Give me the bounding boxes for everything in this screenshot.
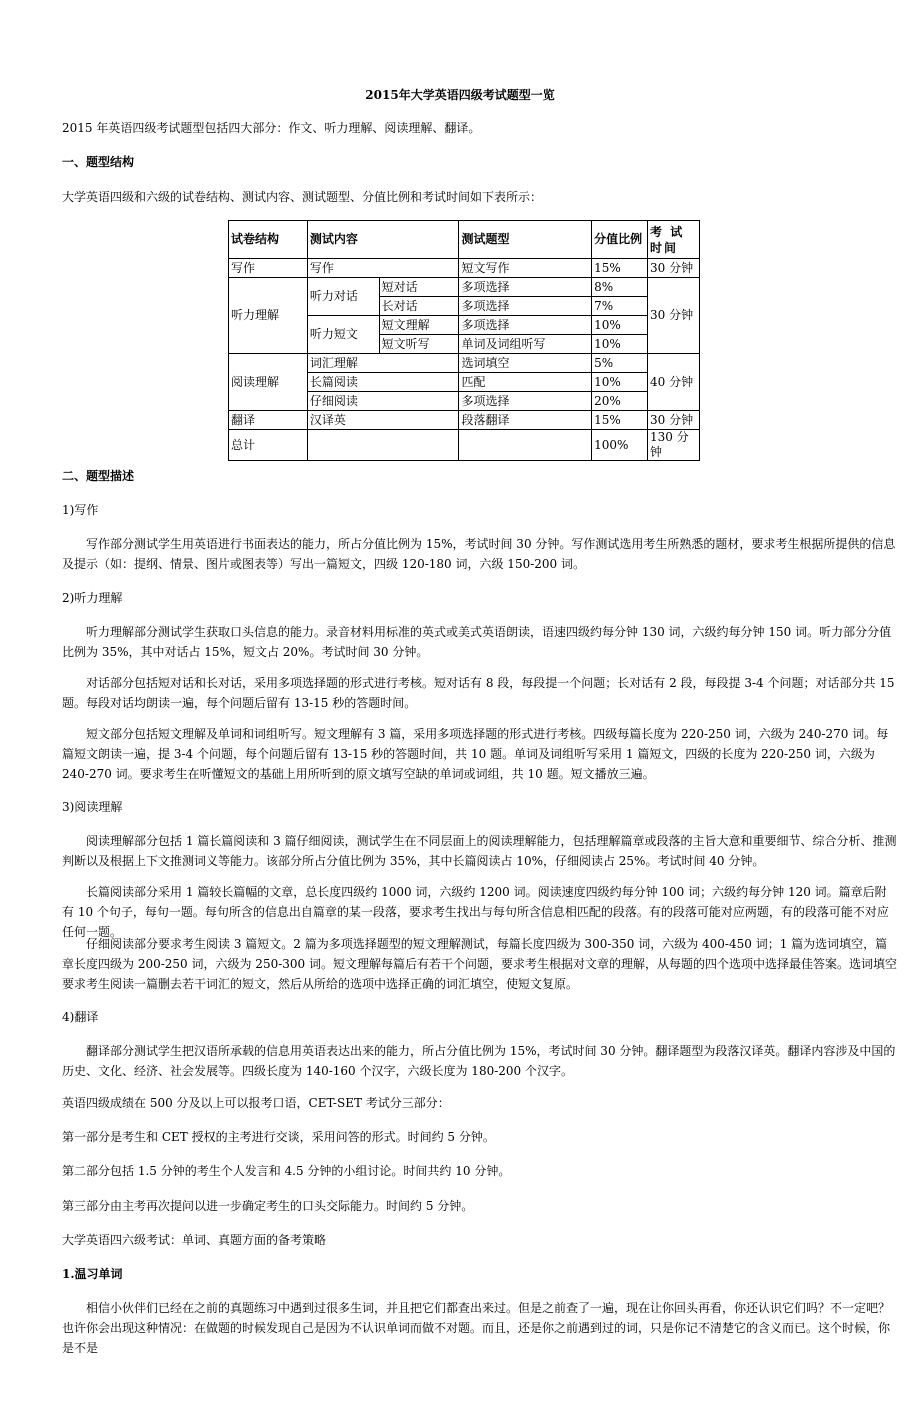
table-cell: 匹配 — [459, 373, 592, 392]
table-row — [229, 278, 700, 297]
header-cell: 分值比例 — [592, 221, 648, 259]
table-cell: 翻译 — [229, 411, 308, 430]
table-cell: 听力短文 — [307, 316, 379, 354]
table-cell: 8% — [592, 278, 648, 297]
table-cell: 听力对话 — [307, 278, 379, 316]
table-cell: 听力理解 — [229, 278, 308, 354]
table-cell: 20% — [592, 392, 648, 411]
translation-paragraph: 翻译部分测试学生把汉语所承载的信息用英语表达出来的能力，所占分值比例为 15%，考试时间 30 分钟。翻译题型为段落汉译英。翻译内容涉及中国的历史、文化、经济、社会发展等。四级长度为 140-160 个汉字，六级长度为 180-200 个汉字。 — [62, 1044, 896, 1078]
table-row — [229, 411, 700, 430]
oral-intro: 英语四级成绩在 500 分及以上可以报考口语，CET-SET 考试分三部分： — [62, 1096, 450, 1110]
exam-structure-table — [228, 220, 700, 461]
table-cell: 40 分钟 — [648, 354, 700, 411]
reading-paragraph-3: 仔细阅读部分要求考生阅读 3 篇短文。2 篇为多项选择题型的短文理解测试，每篇长度四级为 300-350 词，六级为 400-450 词；1 篇为选词填空，篇章长度四级为 200-250 词，六级为 250-300 词。短文理解每篇后有若干个问题，要求考生根据对文章的理解，从每题的四个选项中选择最佳答案。选词填空要求考生阅读一篇删去若干词汇的短文，然后从所给的选项中选择正确的词汇填空，使短文复原。 — [62, 937, 897, 991]
table-cell: 7% — [592, 297, 648, 316]
listening-paragraph-2: 对话部分包括短对话和长对话，采用多项选择题的形式进行考核。短对话有 8 段，每段提一个问题；长对话有 2 段，每段提 3-4 个问题；对话部分共 15 题。每段对话均朗读一遍，每个问题后留有 13-15 秒的答题时间。 — [62, 676, 895, 710]
listening-paragraph-1: 听力理解部分测试学生获取口头信息的能力。录音材料用标准的英式或美式英语朗读，语速四级约每分钟 130 词，六级约每分钟 150 词。听力部分分值比例为 35%，其中对话占 15%，短文占 20%。考试时间 30 分钟。 — [62, 625, 892, 659]
table-header-row — [229, 221, 700, 259]
table-cell: 10% — [592, 335, 648, 354]
listening-paragraph-3: 短文部分包括短文理解及单词和词组听写。短文理解有 3 篇，采用多项选择题的形式进行考核。四级每篇长度为 220-250 词，六级为 240-270 词。每篇短文朗读一遍，提 3-4 个问题，每个问题后留有 13-15 秒的答题时间，共 10 题。单词及词组听写采用 1 篇短文，四级的长度为 220-250 词，六级为 240-270 词。要求考生在听懂短文的基础上用所听到的原文填写空缺的单词或词组，共 10 题。短文播放三遍。 — [62, 727, 889, 781]
table-cell: 30 分钟 — [648, 411, 700, 430]
table-cell: 写作 — [307, 259, 459, 278]
table-cell: 段落翻译 — [459, 411, 592, 430]
oral-part-1: 第一部分是考生和 CET 授权的主考进行交谈，采用问答的形式。时间约 5 分钟。 — [62, 1130, 495, 1144]
header-cell: 测试内容 — [307, 221, 459, 259]
strategy-title: 大学英语四六级考试：单词、真题方面的备考策略 — [62, 1233, 327, 1247]
table-cell: 阅读理解 — [229, 354, 308, 411]
table-cell: 选词填空 — [459, 354, 592, 373]
listening-heading: 2)听力理解 — [62, 591, 123, 605]
table-row — [229, 259, 700, 278]
table-row — [229, 430, 700, 461]
section2-heading: 二、题型描述 — [62, 469, 135, 483]
table-cell: 长篇阅读 — [307, 373, 459, 392]
strategy-paragraph-1: 相信小伙伴们已经在之前的真题练习中遇到过很多生词，并且把它们都查出来过。但是之前查了一遍，现在让你回头再看，你还认识它们吗？不一定吧？也许你会出现这种情况：在做题的时候发现自己是因为不认识单词而做不对题。而且，还是你之前遇到过的词，只是你记不清楚它的含义而已。这个时候，你是不是 — [62, 1301, 891, 1355]
table-cell — [307, 430, 459, 461]
intro-paragraph: 2015 年英语四级考试题型包括四大部分：作文、听力理解、阅读理解、翻译。 — [62, 121, 481, 135]
table-cell: 5% — [592, 354, 648, 373]
table-cell: 多项选择 — [459, 392, 592, 411]
table-row — [229, 354, 700, 373]
table-cell: 长对话 — [379, 297, 459, 316]
table-cell: 短文听写 — [379, 335, 459, 354]
table-cell: 短文写作 — [459, 259, 592, 278]
table-cell: 写作 — [229, 259, 308, 278]
writing-paragraph: 写作部分测试学生用英语进行书面表达的能力，所占分值比例为 15%，考试时间 30 分钟。写作测试选用考生所熟悉的题材，要求考生根据所提供的信息及提示（如：提纲、情景、图片或图表等）写出一篇短文，四级 120-180 词，六级 150-200 词。 — [62, 537, 896, 571]
header-cell: 考 试 时间 — [648, 221, 700, 259]
oral-part-2: 第二部分包括 1.5 分钟的考生个人发言和 4.5 分钟的小组讨论。时间共约 10 分钟。 — [62, 1164, 511, 1178]
table-cell: 30 分钟 — [648, 259, 700, 278]
table-cell: 短文理解 — [379, 316, 459, 335]
header-cell: 试卷结构 — [229, 221, 308, 259]
table-cell: 单词及词组听写 — [459, 335, 592, 354]
table-cell: 短对话 — [379, 278, 459, 297]
section1-heading: 一、题型结构 — [62, 155, 135, 169]
writing-heading: 1)写作 — [62, 503, 99, 517]
table-cell: 多项选择 — [459, 316, 592, 335]
doc-title: 2015年大学英语四级考试题型一览 — [365, 88, 555, 102]
table-cell: 130 分钟 — [648, 430, 700, 461]
table-cell: 10% — [592, 316, 648, 335]
table-cell — [459, 430, 592, 461]
table-cell: 15% — [592, 259, 648, 278]
table-cell: 多项选择 — [459, 278, 592, 297]
table-cell: 多项选择 — [459, 297, 592, 316]
strategy-heading-1: 1.温习单词 — [62, 1267, 123, 1281]
translation-heading: 4)翻译 — [62, 1010, 99, 1024]
oral-part-3: 第三部分由主考再次提问以进一步确定考生的口头交际能力。时间约 5 分钟。 — [62, 1199, 474, 1213]
table-cell: 10% — [592, 373, 648, 392]
header-cell: 测试题型 — [459, 221, 592, 259]
table-cell: 仔细阅读 — [307, 392, 459, 411]
table-cell: 汉译英 — [307, 411, 459, 430]
section1-text: 大学英语四级和六级的试卷结构、测试内容、测试题型、分值比例和考试时间如下表所示： — [62, 190, 543, 204]
table-cell: 100% — [592, 430, 648, 461]
table-cell: 词汇理解 — [307, 354, 459, 373]
table-cell: 15% — [592, 411, 648, 430]
reading-paragraph-1: 阅读理解部分包括 1 篇长篇阅读和 3 篇仔细阅读，测试学生在不同层面上的阅读理解能力，包括理解篇章或段落的主旨大意和重要细节、综合分析、推测判断以及根据上下文推测词义等能力。该部分所占分值比例为 35%，其中长篇阅读占 10%，仔细阅读占 25%。考试时间 40 分钟。 — [62, 834, 897, 868]
table-cell: 总计 — [229, 430, 308, 461]
reading-paragraph-2: 长篇阅读部分采用 1 篇较长篇幅的文章，总长度四级约 1000 词，六级约 1200 词。阅读速度四级约每分钟 100 词；六级约每分钟 120 词。篇章后附有 10 个句子，每句一题。每句所含的信息出自篇章的某一段落，要求考生找出与每句所含信息相匹配的段落。有的段落可能对应两题，有的段落可能不对应任何一题。 — [62, 885, 889, 939]
table-cell: 30 分钟 — [648, 278, 700, 354]
reading-heading: 3)阅读理解 — [62, 800, 123, 814]
